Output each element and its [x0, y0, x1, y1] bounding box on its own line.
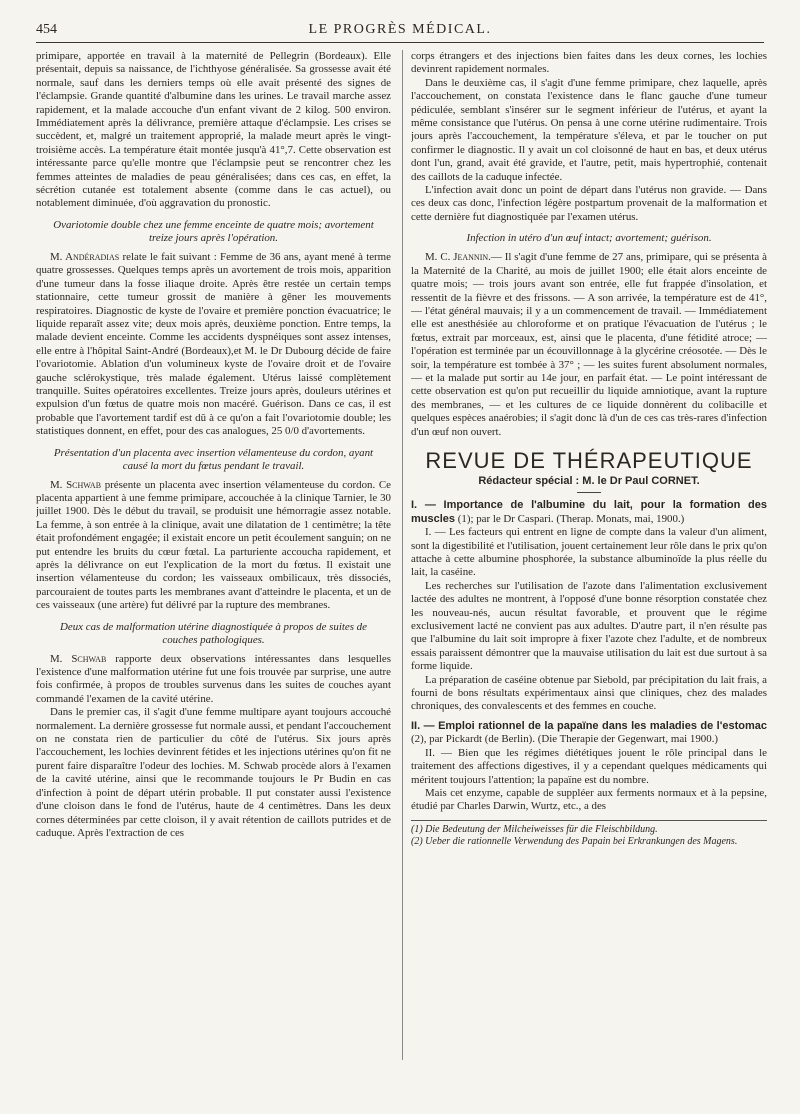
paragraph — [411, 251, 767, 439]
paragraph: Dans le premier cas, il s'agit d'une femme multipare ayant toujours accouché normalement. La dernière grossesse fut normale aussi, et pendant l'accouchement on ne constata rien de particulier du côté de l'utérus. Six jours après l'accouchement, les lochies devinrent fétides et les injections utérines qu'on fit ne purent faire disparaître l'odeur des lochies. M. Schwab procède alors à l'examen de la cavité utérine, ainsi que le recommande toujours le Pr Budin en cas d'infection à point de départ utérin probable. Il put constater aussi l'existence d'une cloison dans le fond de l'utérus, haute de 4 centimètres. Dans les deux cornes déterminées par cette cloison, il y avait rétention de caillots putrides et de caduque. Après l'extraction de ces — [36, 706, 391, 839]
left-column — [36, 50, 391, 1105]
paragraph — [36, 479, 391, 613]
section-heading: Infection in utéro d'un œuf intact; avortement; guérison. — [466, 232, 712, 245]
author-name: M. Schwab — [50, 652, 107, 665]
paragraph: La préparation de caséine obtenue par Siebold, par précipitation du lait frais, a fourni de bons résultats expérimentaux ainsi que cliniques, chez des malades chroniques, des convalescents et des femmes en couche. — [411, 673, 767, 713]
paragraph — [36, 653, 391, 707]
section-heading: Ovariotomie double chez une femme enceinte de quatre mois; avortement treize jours après l'opération. — [53, 218, 374, 244]
paragraph-text: rapporte deux observations intéressantes dans lesquelles l'existence d'une malformation utérine fut une fois trouvée par surprise, une autre fois confirmée, à propos de troubles survenus dans les suites de couches ayant commandé l'examen de la cavité utérine. — [36, 652, 391, 705]
footnote: (2) Ueber die rationnelle Verwendung des Papain bei Erkrankungen des Magens. — [411, 835, 738, 847]
footnote-rule — [411, 820, 767, 821]
article-title: I. — Importance de l'albumine du lait, pour la formation des muscles — [411, 499, 767, 525]
paragraph: II. — Bien que les régimes diététiques jouent le rôle principal dans le traitement des affections digestives, il y a cependant quelques médicaments qui méritent toujours l'attention; la papaïne est du nombre. — [411, 746, 767, 786]
paragraph — [36, 251, 391, 439]
separator — [577, 492, 601, 493]
article-reference: (2), par Pickardt (de Berlin). (Die Therapie der Gegenwart, mai 1900.) — [411, 733, 719, 746]
right-column — [411, 50, 767, 1105]
author-name: M. Schwab — [50, 478, 102, 491]
paragraph: primipare, apportée en travail à la maternité de Pellegrin (Bordeaux). Elle présentait, depuis sa naissance, de l'ichthyose généralisée. Sa grossesse avait été normale, sauf dans les derniers temps où elle avait présenté des signes de l'éclampsie. Grande quantité d'albumine dans les urines. Le travail marche assez rapidement, et la malade accouche d'un enfant vivant de 2 kilog. 500 environ. Immédiatement après la délivrance, première attaque d'éclampsie. Les crises se succèdent, et, malgré un traitement approprié, la malade meurt après le vingt-troisième accès. La température était montée jusqu'à 41°,7. Cette observation est intéressante parce qu'elle montre que l'éclampsie peut se rencontrer chez les femmes atteintes de maladies de peau généralisées; dans ces cas, en effet, la sécrétion cutanée est totalement absente (comme dans le cas actuel), ou notablement diminuée, d'où aggravation du pronostic. — [36, 50, 391, 210]
article-heading — [411, 720, 767, 747]
paragraph-text: présente un placenta avec insertion vélamenteuse du cordon. Ce placenta appartient à une femme primipare, accouchée à la clinique Tarnier, le 30 juillet 1900. Dès le début du travail, se produisit une hémorragie assez notable. La femme, à son entrée à la clinique, avait une dilatation de 1 centimètre; la tête était profondément engagée; il existait encore un petit écoulement sanguin; on ne put entendre les bruits du cœur fœtal. La parturiente accoucha rapidement, et après la délivrance on eut l'explication de la mort du fœtus. Il existait une insertion vélamenteuse du cordon; les vaisseaux ombilicaux, très dissociés, parcouraient de toutes parts les membranes avant d'atteindre le placenta, et un de ces vaisseaux (une artère) fut délivré par la rupture des membranes. — [36, 478, 391, 612]
paragraph: Les recherches sur l'utilisation de l'azote dans l'alimentation exclusivement lactée des adultes ne montrent, à l'opposé d'une bonne résorption constatée chez les nouveau-nés, aucun résultat favorable, et prouvent que le régime exclusivement lacté ne convient pas aux adultes. D'autre part, il n'en résulte pas que l'albumine du lait soit impropre à fixer l'azote chez l'adulte, et de nombreux essais paraissent démontrer que la mauvaise utilisation du lait est due surtout à sa forme liquide. — [411, 579, 767, 673]
author-name: M. C. Jeannin. — [425, 251, 491, 264]
paragraph-text: — Il s'agit d'une femme de 27 ans, primipare, qui se présenta à la Maternité de la Charité, au mois de juillet 1900; elle était alors enceinte de quatre mois; — trois jours avant son entrée, elle fut frappée d'insolation, et ressentit de la fièvre et des frissons. — A son arrivée, la température est de 41°, — l'état général mauvais; il y a un commencement de travail. — Immédiatement elle est anesthésiée au chloroforme et on pratique l'évacuation de l'utérus ; le fœtus, extrait par morceaux, est, ainsi que le placenta, d'une fétidité atroce; — l'opération est terminée par un écouvillonnage à la glycérine créosotée. — Dès le soir, la température est tombée à 37° ; — les suites furent absolument normales, — et la malade put sortir au 14e jour, en parfait état. — Le point intéressant de cette observation est qu'on put recueillir du liquide amniotique, avant la rupture des membranes, — et les cultures de ce liquide donnèrent du colibacille et quelques espèces anaérobies; il s'agit donc là d'un de ces cas très-rares d'infection d'un œuf non ouvert. — [411, 251, 767, 438]
paragraph: Dans le deuxième cas, il s'agit d'une femme primipare, chez laquelle, après l'accouchement, on constata l'existence dans le flanc gauche d'une tumeur pédiculée, semblant s'insérer sur le segment inférieur de l'utérus, et ayant la même consistance que l'utérus. On pensa à une corne utérine rudimentaire. Trois jours après l'accouchement, la température s'éleva, et par le toucher on put confirmer le diagnostic. Il y avait un col cloisonné de haut en bas, et deux utérus dont l'un, grand, avait été gravide, et l'autre, petit, mais hypertrophié, contenait des caillots de la caduque infectée. — [411, 76, 767, 183]
footnote: (1) Die Bedeutung der Milcheiweisses für die Fleischbildung. — [411, 823, 658, 835]
page-header — [36, 20, 764, 43]
paragraph: I. — Les facteurs qui entrent en ligne de compte dans la valeur d'un aliment, sont la digestibilité et l'utilisation, jouent certainement leur rôle dans le prix qu'on attache à cette albumine phosphorée, la substance albuminoïde la plus réelle du lait, la caséine. — [411, 526, 767, 579]
paragraph: L'infection avait donc un point de départ dans l'utérus non gravide. — Dans ces deux cas donc, l'infection légère postpartum provenait de la malformation et cette dernière fut diagnostiquée par l'examen utérus. — [411, 184, 767, 223]
author-name: M. Andéradias — [50, 250, 120, 263]
paragraph-text: relate le fait suivant : Femme de 36 ans, ayant mené à terme quatre grossesses. Quelques temps après un avortement de trois mois, apparition d'une tumeur dans la fosse iliaque droite. Après être restée un certain temps stationnaire, cette tumeur grossit de manière à gêner les mouvements respiratoires. Diagnostic de kyste de l'ovaire et première ponction évacuatrice; le liquide reparaît assez vite; deux mois après, deuxième ponction. Entre temps, la malade devient enceinte. Comme les accidents dyspnéiques sont assez intenses, elle entre à l'hôpital Saint-André (Bordeaux),et M. le Dr Dubourg décide de faire l'ovariotomie. Ablation d'un volumineux kyste de l'ovaire droit et de l'ovaire gauche sclérokystique, très malade également. Utérus laissé complètement tranquille. Suites opératoires excellentes. Treize jours après, douleurs utérines et expulsion d'un fœtus de quatre mois non macéré. Guérison. Dans ce cas, il est probable que l'avortement tardif est dû à ce qu'on a fait l'ovariotomie double; les statistiques donnent, en effet, pour des cas analogues, 25 0/0 d'avortements. — [36, 250, 391, 438]
paragraph: Mais cet enzyme, capable de suppléer aux ferments normaux et à la pepsine, étudié par Charles Darwin, Wurtz, etc., a des — [411, 786, 767, 813]
page-number: 454 — [36, 22, 57, 37]
section-editor: Rédacteur spécial : M. le Dr Paul CORNET. — [478, 474, 700, 487]
paragraph: corps étrangers et des injections bien faites dans les deux cornes, les lochies devinrent rapidement normales. — [411, 50, 767, 76]
article-heading — [411, 499, 767, 526]
section-heading: Deux cas de malformation utérine diagnostiquée à propos de suites de couches pathologiques. — [60, 620, 367, 646]
section-heading: Présentation d'un placenta avec insertion vélamenteuse du cordon, ayant causé la mort du fœtus pendant le travail. — [53, 446, 374, 472]
column-divider — [402, 50, 403, 1060]
journal-title: LE PROGRÈS MÉDICAL. — [308, 22, 492, 37]
article-title: II. — Emploi rationnel de la papaïne dans les maladies de l'estomac — [411, 719, 767, 732]
article-reference: (1); par le Dr Caspari. (Therap. Monats, mai, 1900.) — [455, 512, 685, 525]
section-title: REVUE DE THÉRAPEUTIQUE — [425, 447, 753, 473]
